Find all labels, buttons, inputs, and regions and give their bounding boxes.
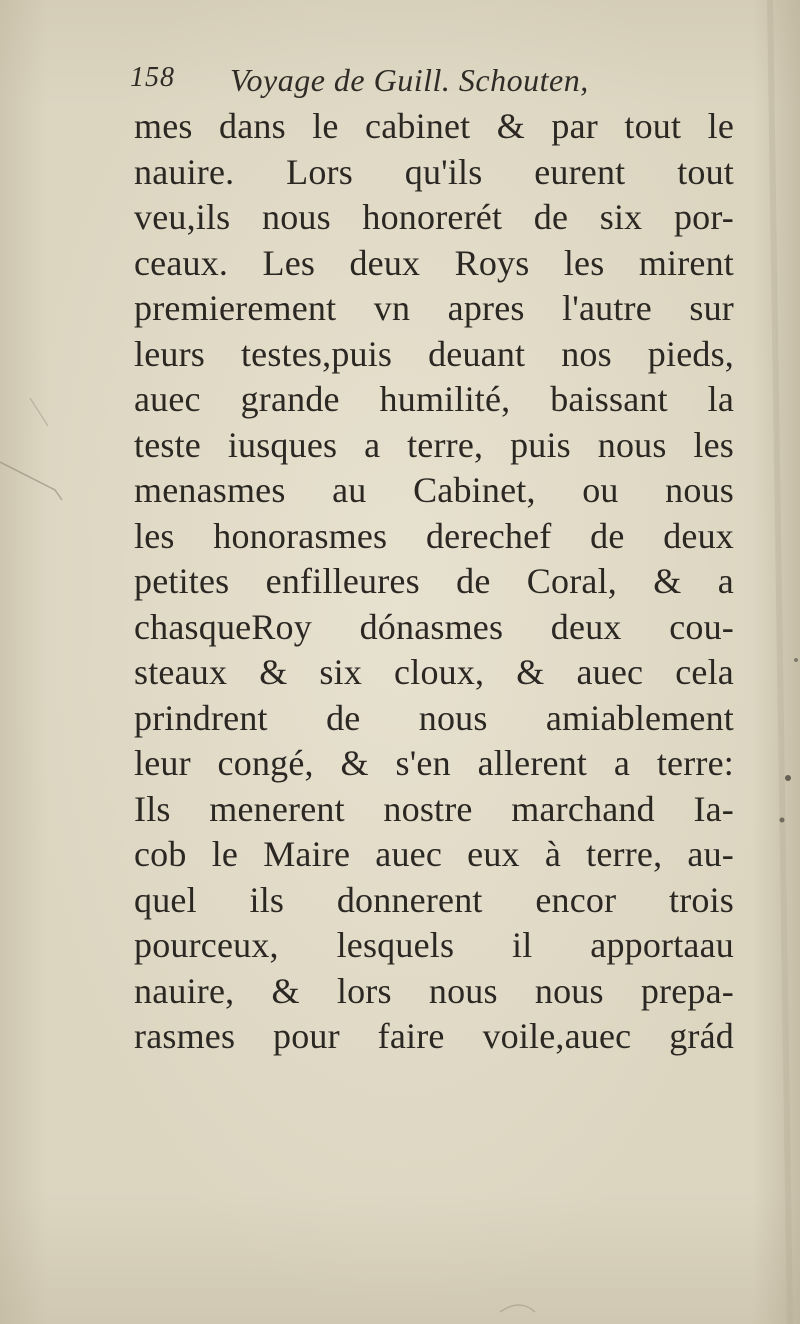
- text-line: cob le Maire auec eux à terre, au-: [134, 834, 734, 874]
- text-line: ceaux. Les deux Roys les mirent: [134, 242, 734, 283]
- running-head-title: Voyage de Guill. Schouten,: [230, 62, 589, 98]
- text-line: nauire. Lors qu'ils eurent tout: [134, 151, 734, 192]
- text-line: teste iusques a terre, puis nous les: [134, 424, 734, 465]
- text-line: rasmes pour faire voile,auec grád: [134, 1016, 734, 1056]
- text-line: leurs testes,puis deuant nos pieds,: [134, 333, 734, 374]
- text-line: les honorasmes derechef de deux: [134, 515, 734, 556]
- text-line: prindrent de nous amiablement: [134, 697, 734, 738]
- text-line: quel ils donnerent encor trois: [134, 879, 734, 920]
- text-line: petites enfilleures de Coral, & a: [134, 561, 734, 601]
- running-head: [130, 62, 670, 102]
- text-line: chasqueRoy dónasmes deux cou-: [134, 606, 734, 647]
- body-text: [134, 104, 734, 1060]
- text-line: veu,ils nous honorerét de six por-: [134, 197, 734, 237]
- text-line: premierement vn apres l'autre sur: [134, 288, 734, 328]
- text-line: mes dans le cabinet & par tout le: [134, 106, 734, 146]
- text-line: leur congé, & s'en allerent a terre:: [134, 743, 734, 783]
- text-line: pourceux, lesquels il apportaau: [134, 925, 734, 965]
- text-line: Ils menerent nostre marchand Ia-: [134, 788, 734, 829]
- page-number: 158: [130, 62, 175, 93]
- text-line: steaux & six cloux, & auec cela: [134, 652, 734, 692]
- text-line: auec grande humilité, baissant la: [134, 379, 734, 419]
- text-line: nauire, & lors nous nous prepa-: [134, 970, 734, 1011]
- text-line: menasmes au Cabinet, ou nous: [134, 470, 734, 510]
